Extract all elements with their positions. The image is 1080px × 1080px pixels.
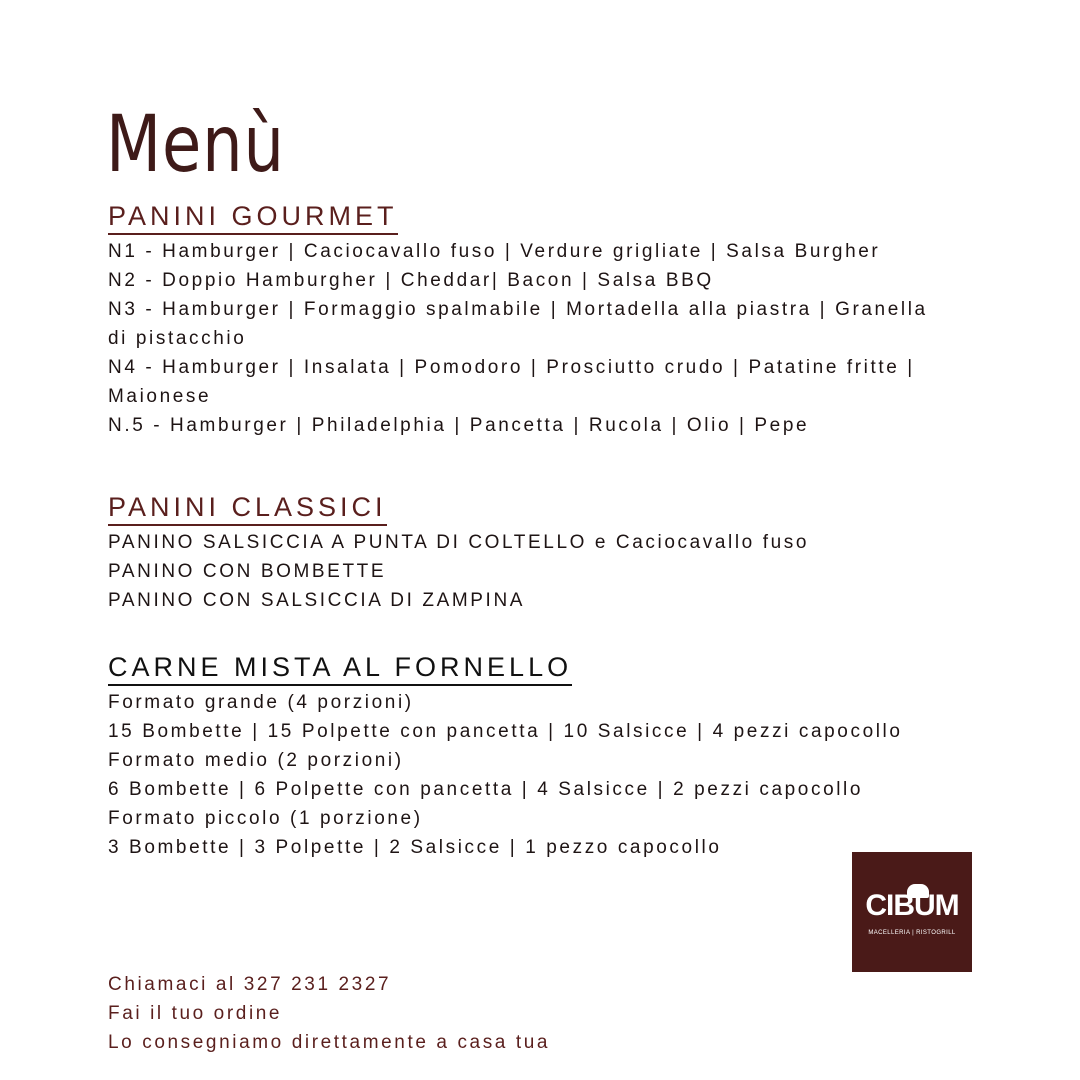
menu-item: N3 - Hamburger | Formaggio spalmabile | Mortadella alla piastra | Granella (108, 299, 928, 320)
section-heading: PANINI GOURMET (108, 199, 398, 235)
menu-item: 3 Bombette | 3 Polpette | 2 Salsicce | 1 pezzo capocollo (108, 837, 722, 858)
section-panini-gourmet (108, 199, 980, 440)
menu-item: N1 - Hamburger | Caciocavallo fuso | Verdure grigliate | Salsa Burgher (108, 241, 881, 262)
logo-wordmark: CIBUM (865, 889, 959, 922)
menu-item: PANINO CON BOMBETTE (108, 561, 387, 582)
menu-item: PANINO SALSICCIA A PUNTA DI COLTELLO e Caciocavallo fuso (108, 532, 810, 553)
section-carne-mista (108, 650, 980, 862)
menu-item: N2 - Doppio Hamburgher | Cheddar| Bacon | Salsa BBQ (108, 270, 714, 291)
section-heading: CARNE MISTA AL FORNELLO (108, 650, 572, 686)
menu-item: Formato grande (4 porzioni) (108, 692, 414, 713)
contact-footer (108, 970, 550, 1057)
footer-delivery: Lo consegniamo direttamente a casa tua (108, 1032, 551, 1053)
menu-item: 6 Bombette | 6 Polpette con pancetta | 4 Salsicce | 2 pezzi capocollo (108, 779, 864, 800)
section-panini-classici (108, 490, 980, 615)
menu-items (108, 237, 980, 440)
menu-item: Formato piccolo (1 porzione) (108, 808, 423, 829)
section-heading: PANINI CLASSICI (108, 490, 387, 526)
menu-item: N.5 - Hamburger | Philadelphia | Pancetta | Rucola | Olio | Pepe (108, 415, 810, 436)
menu-item: di pistacchio (108, 328, 247, 349)
menu-item: 15 Bombette | 15 Polpette con pancetta | 10 Salsicce | 4 pezzi capocollo (108, 721, 903, 742)
footer-order: Fai il tuo ordine (108, 1003, 283, 1024)
cibum-logo (852, 852, 972, 972)
menu-item: PANINO CON SALSICCIA DI ZAMPINA (108, 590, 526, 611)
menu-item: Formato medio (2 porzioni) (108, 750, 404, 771)
menu-item: N4 - Hamburger | Insalata | Pomodoro | Prosciutto crudo | Patatine fritte | (108, 357, 915, 378)
page-title: Menù (106, 100, 285, 190)
footer-phone: Chiamaci al 327 231 2327 (108, 974, 392, 995)
logo-tagline: MACELLERIA | RISTOGRILL (868, 930, 956, 936)
menu-items (108, 528, 980, 615)
menu-item: Maionese (108, 386, 212, 407)
menu-items (108, 688, 980, 862)
